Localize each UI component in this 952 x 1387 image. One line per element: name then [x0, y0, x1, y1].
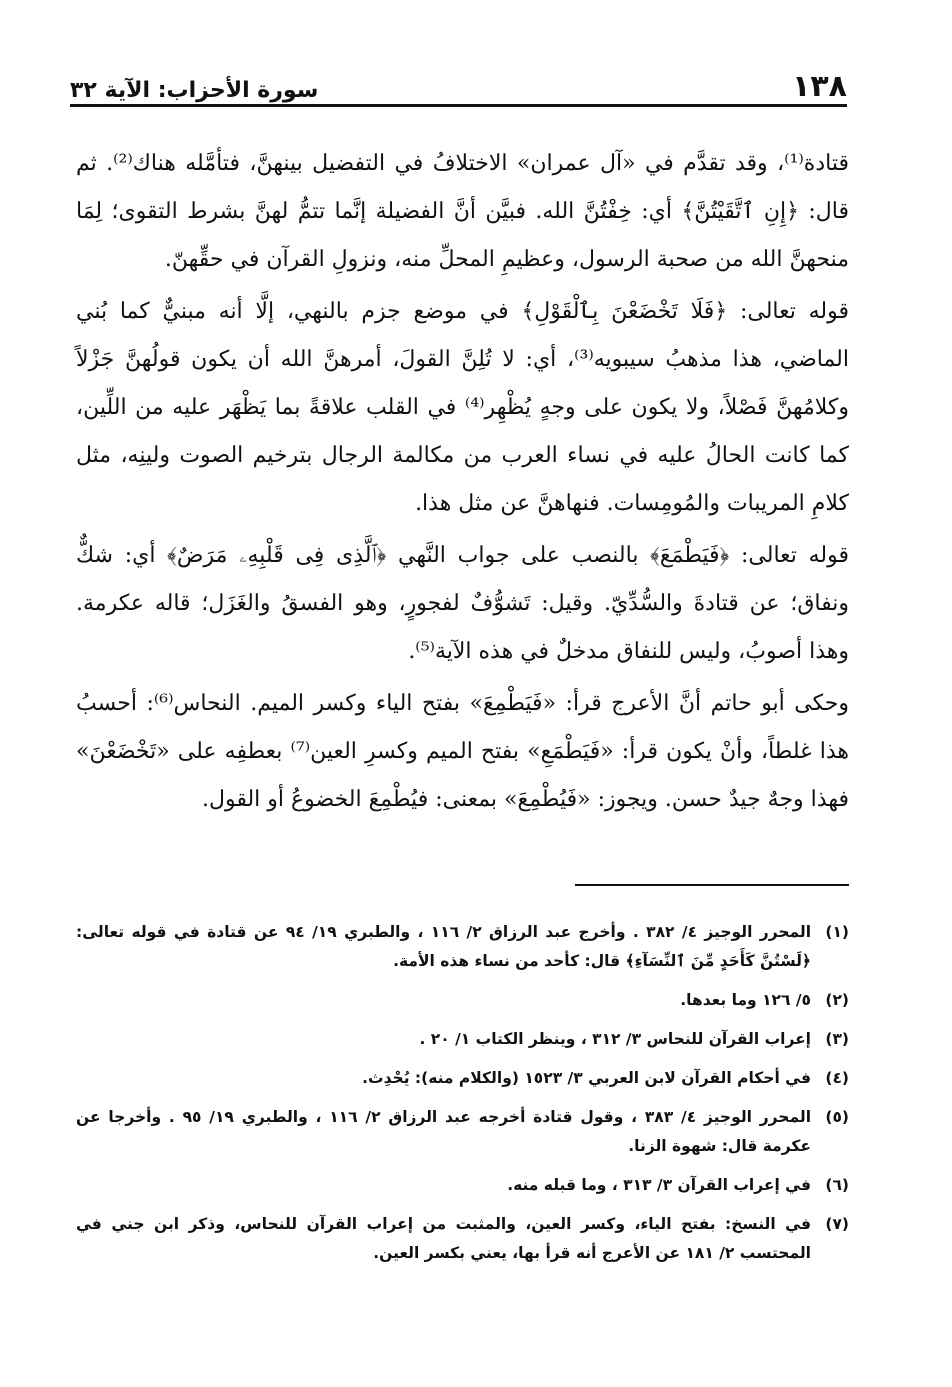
footnotes — [76, 918, 849, 1278]
paragraph: قوله تعالى: ﴿فَلَا تَخْضَعْنَ بِٱلْقَوْلِ﴾ في موضع جزم بالنهي، إلَّا أنه مبنيٌّ كما بُني الماضي، هذا مذهبُ سيبويه⁽³⁾، أي: لا تُلِنَّ القولَ، أمرهنَّ الله أن يكون قولُهنَّ جَزْلاً وكلامُهنَّ فَصْلاً، ولا يكون على وجهٍ يُظْهِر⁽⁴⁾ في القلب علاقةً بما يَظْهَر عليه من اللِّين، كما كانت الحالُ عليه في نساء العرب من مكالمة الرجال بترخيم الصوت ولينِه، مثل كلامِ المريبات والمُومِسات. فنهاهنَّ عن مثل هذا. — [76, 299, 849, 516]
footnote-number: (٦) — [825, 1176, 849, 1194]
footnote — [76, 986, 849, 1015]
footnote-number: (١) — [825, 923, 849, 941]
footnote-text: المحرر الوجيز ٤/ ٣٨٣ ، وقول قتادة أخرجه عبد الرزاق ٢/ ١١٦ ، والطبري ١٩/ ٩٥ . وأخرجا عن عكرمة قال: شهوة الزنا. — [76, 1108, 812, 1155]
paragraph: وحكى أبو حاتم أنَّ الأعرج قرأ: «فَيَطْمِعَ» بفتح الياء وكسر الميم. النحاس⁽⁶⁾: أحسبُ هذا غلطاً، وأنْ يكون قرأ: «فَيَطْمَعِ» بفتح الميم وكسرِ العين⁽⁷⁾ بعطفِه على «تَخْضَعْنَ» فهذا وجهٌ جيدٌ حسن. ويجوز: «فَيُطْمِعَ» بمعنى: فيُطْمِعَ الخضوعُ أو القول. — [76, 691, 850, 812]
footnote — [76, 1210, 849, 1268]
footnote-text: في أحكام القرآن لابن العربي ٣/ ١٥٢٣ (والكلام منه): يُحْدِث. — [362, 1069, 811, 1087]
footnote-number: (٢) — [825, 991, 849, 1009]
footnote-number: (٧) — [825, 1215, 849, 1233]
footnote-text: في النسخ: بفتح الياء، وكسر العين، والمثبت من إعراب القرآن للنحاس، وذكر ابن جني في المحتسب ٢/ ١٨١ عن الأعرج أنه قرأ بها، يعني بكسر العين. — [76, 1215, 811, 1262]
main-text — [76, 140, 849, 828]
footnote-text: إعراب القرآن للنحاس ٣/ ٣١٢ ، وينظر الكتاب ١/ ٢٠ . — [419, 1030, 811, 1048]
footnote — [76, 918, 849, 976]
header-rule — [70, 104, 847, 107]
paragraph: قوله تعالى: ﴿فَيَطْمَعَ﴾ بالنصب على جواب النَّهي ﴿ٱلَّذِى فِى قَلْبِهِۦ مَرَضٌ﴾ أي: شكٌّ ونفاق؛ عن قتادةَ والسُّدِّيّ. وقيل: تَشوُّفٌ لفجورٍ، وهو الفسقُ والغَزَل؛ قاله عكرمة. وهذا أصوبُ، وليس للنفاق مدخلٌ في هذه الآية⁽⁵⁾. — [76, 543, 849, 664]
footnote-number: (٥) — [825, 1108, 849, 1126]
page-header — [70, 60, 847, 102]
footnote-text: ٥/ ١٢٦ وما بعدها. — [680, 991, 811, 1009]
footnote — [76, 1103, 849, 1161]
footnote-text: المحرر الوجيز ٤/ ٣٨٢ . وأخرج عبد الرزاق ٢/ ١١٦ ، والطبري ١٩/ ٩٤ عن قتادة في قوله تعالى: ﴿لَسْتُنَّ كَأَحَدٍ مِّنَ ٱلنِّسَآءِ﴾ قال: كأحد من نساء هذه الأمة. — [76, 923, 812, 970]
page-number: ١٣٨ — [792, 69, 847, 104]
paragraph: قتادة⁽¹⁾، وقد تقدَّم في «آل عمران» الاختلافُ في التفضيل بينهنَّ، فتأمَّله هناك⁽²⁾. ثم قال: ﴿إِنِ ٱتَّقَيْتُنَّ﴾ أي: خِفْتُنَّ الله. فبيَّن أنَّ الفضيلة إنَّما تتمُّ لهنَّ بشرط التقوى؛ لِمَا منحهنَّ الله من صحبة الرسول، وعظيمِ المحلِّ منه، ونزولِ القرآن في حقِّهنّ. — [76, 151, 849, 272]
footnote — [76, 1064, 849, 1093]
footnote-number: (٣) — [825, 1030, 849, 1048]
running-title: سورة الأحزاب: الآية ٣٢ — [70, 78, 319, 103]
footnote-separator — [575, 884, 849, 886]
footnote-text: في إعراب القرآن ٣/ ٣١٣ ، وما قبله منه. — [507, 1176, 811, 1194]
footnote-number: (٤) — [825, 1069, 849, 1087]
footnote — [76, 1171, 849, 1200]
footnote — [76, 1025, 849, 1054]
